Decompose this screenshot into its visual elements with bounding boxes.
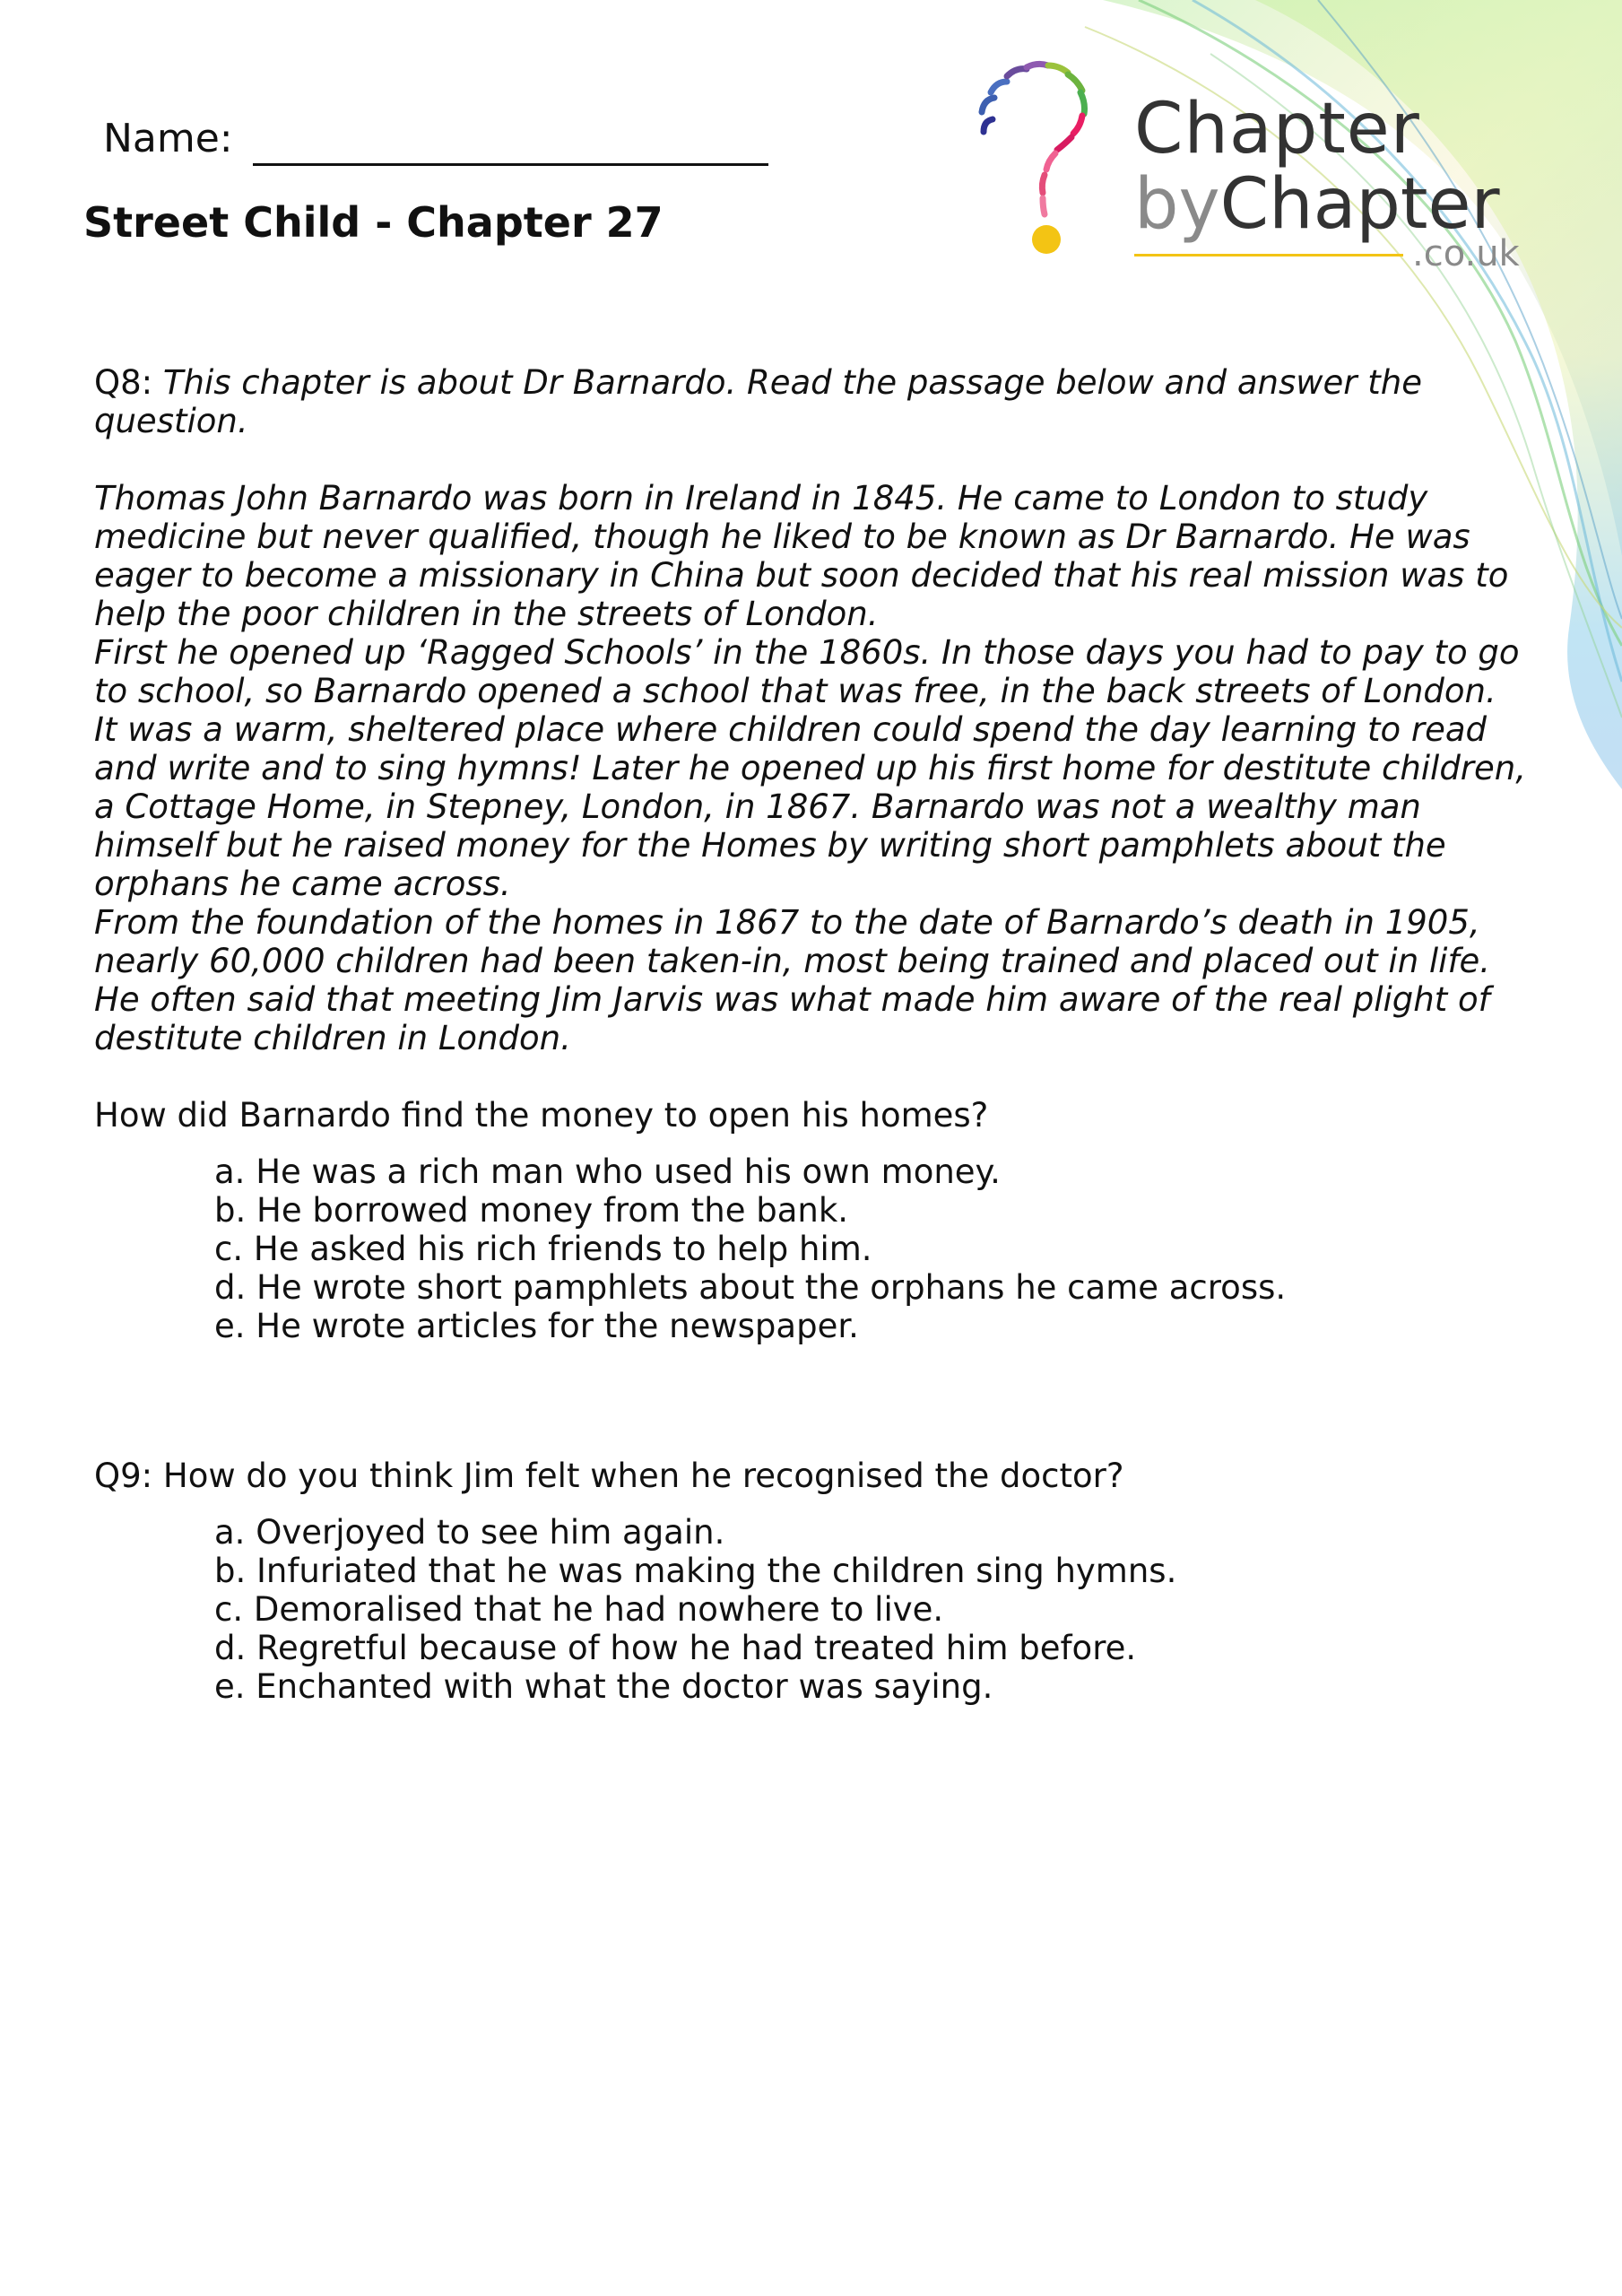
q8-question: How did Barnardo find the money to open his homes? <box>94 1096 989 1135</box>
question-dot <box>1032 225 1061 254</box>
q9-question: How do you think Jim felt when he recognised the doctor? <box>162 1457 1124 1495</box>
q9-option-d[interactable]: d. Regretful because of how he had treated him before. <box>214 1629 1137 1667</box>
q9-option-c[interactable]: c. Demoralised that he had nowhere to live. <box>214 1590 944 1629</box>
q8-option-e[interactable]: e. He wrote articles for the newspaper. <box>214 1307 859 1345</box>
q9-option-b[interactable]: b. Infuriated that he was making the children sing hymns. <box>214 1552 1177 1590</box>
logo-underline <box>1134 254 1403 257</box>
q8-option-d[interactable]: d. He wrote short pamphlets about the orphans he came across. <box>214 1268 1287 1307</box>
q8-option-c[interactable]: c. He asked his rich friends to help him. <box>214 1230 872 1268</box>
q8-options <box>94 1152 1529 1345</box>
passage-paragraph: First he opened up ‘Ragged Schools’ in the 1860s. In those days you had to pay to go to school, so Barnardo opened a school that was free, in the back streets of London. It was a warm, sheltered place where children could spend the day learning to read and write and to sing hymns! Later he opened up his first home for destitute children, a Cottage Home, in Stepney, London, in 1867. Barnardo was not a wealthy man himself but he raised money for the Homes by writing short pamphlets about the orphans he came across. <box>94 633 1526 903</box>
q8-prompt <box>94 363 1529 440</box>
logo-chapter-text: Chapter <box>1134 89 1420 170</box>
page-title: Street Child - Chapter 27 <box>83 198 664 247</box>
q9-option-e[interactable]: e. Enchanted with what the doctor was saying. <box>214 1667 993 1706</box>
question-mark-books-icon <box>964 49 1134 318</box>
q8-label: Q8: <box>94 363 153 402</box>
logo-by-text: by <box>1134 164 1220 245</box>
chapter-by-chapter-logo <box>964 49 1538 318</box>
q8-option-a[interactable]: a. He was a rich man who used his own money. <box>214 1152 1001 1191</box>
q9-option-a[interactable]: a. Overjoyed to see him again. <box>214 1513 725 1552</box>
logo-domain: .co.uk <box>1412 233 1520 274</box>
q8-prompt-text: This chapter is about Dr Barnardo. Read the passage below and answer the question. <box>94 363 1422 440</box>
passage-paragraph: Thomas John Barnardo was born in Ireland in 1845. He came to London to study medicine but never qualified, though he liked to be known as Dr Barnardo. He was eager to become a missionary in China but soon decided that his real mission was to help the poor children in the streets of London. <box>94 479 1509 633</box>
q8-option-b[interactable]: b. He borrowed money from the bank. <box>214 1191 849 1230</box>
name-field-row <box>103 112 768 166</box>
logo-wordmark <box>1134 89 1500 245</box>
passage-paragraph: From the foundation of the homes in 1867 to the date of Barnardo’s death in 1905, nearly 60,000 children had been taken-in, most being trained and placed out in life. He often said that meeting Jim Jarvis was what made him aware of the real plight of destitute children in London. <box>94 903 1491 1057</box>
q9-options <box>94 1513 1529 1706</box>
logo-by-chapter-text <box>1134 164 1500 245</box>
worksheet-content <box>94 363 1529 1706</box>
logo-chapter2-text: Chapter <box>1219 164 1500 245</box>
q9-label: Q9: <box>94 1457 153 1495</box>
q9-question-line <box>94 1457 1529 1495</box>
name-label: Name: <box>103 116 233 161</box>
name-blank-line[interactable] <box>253 118 768 166</box>
